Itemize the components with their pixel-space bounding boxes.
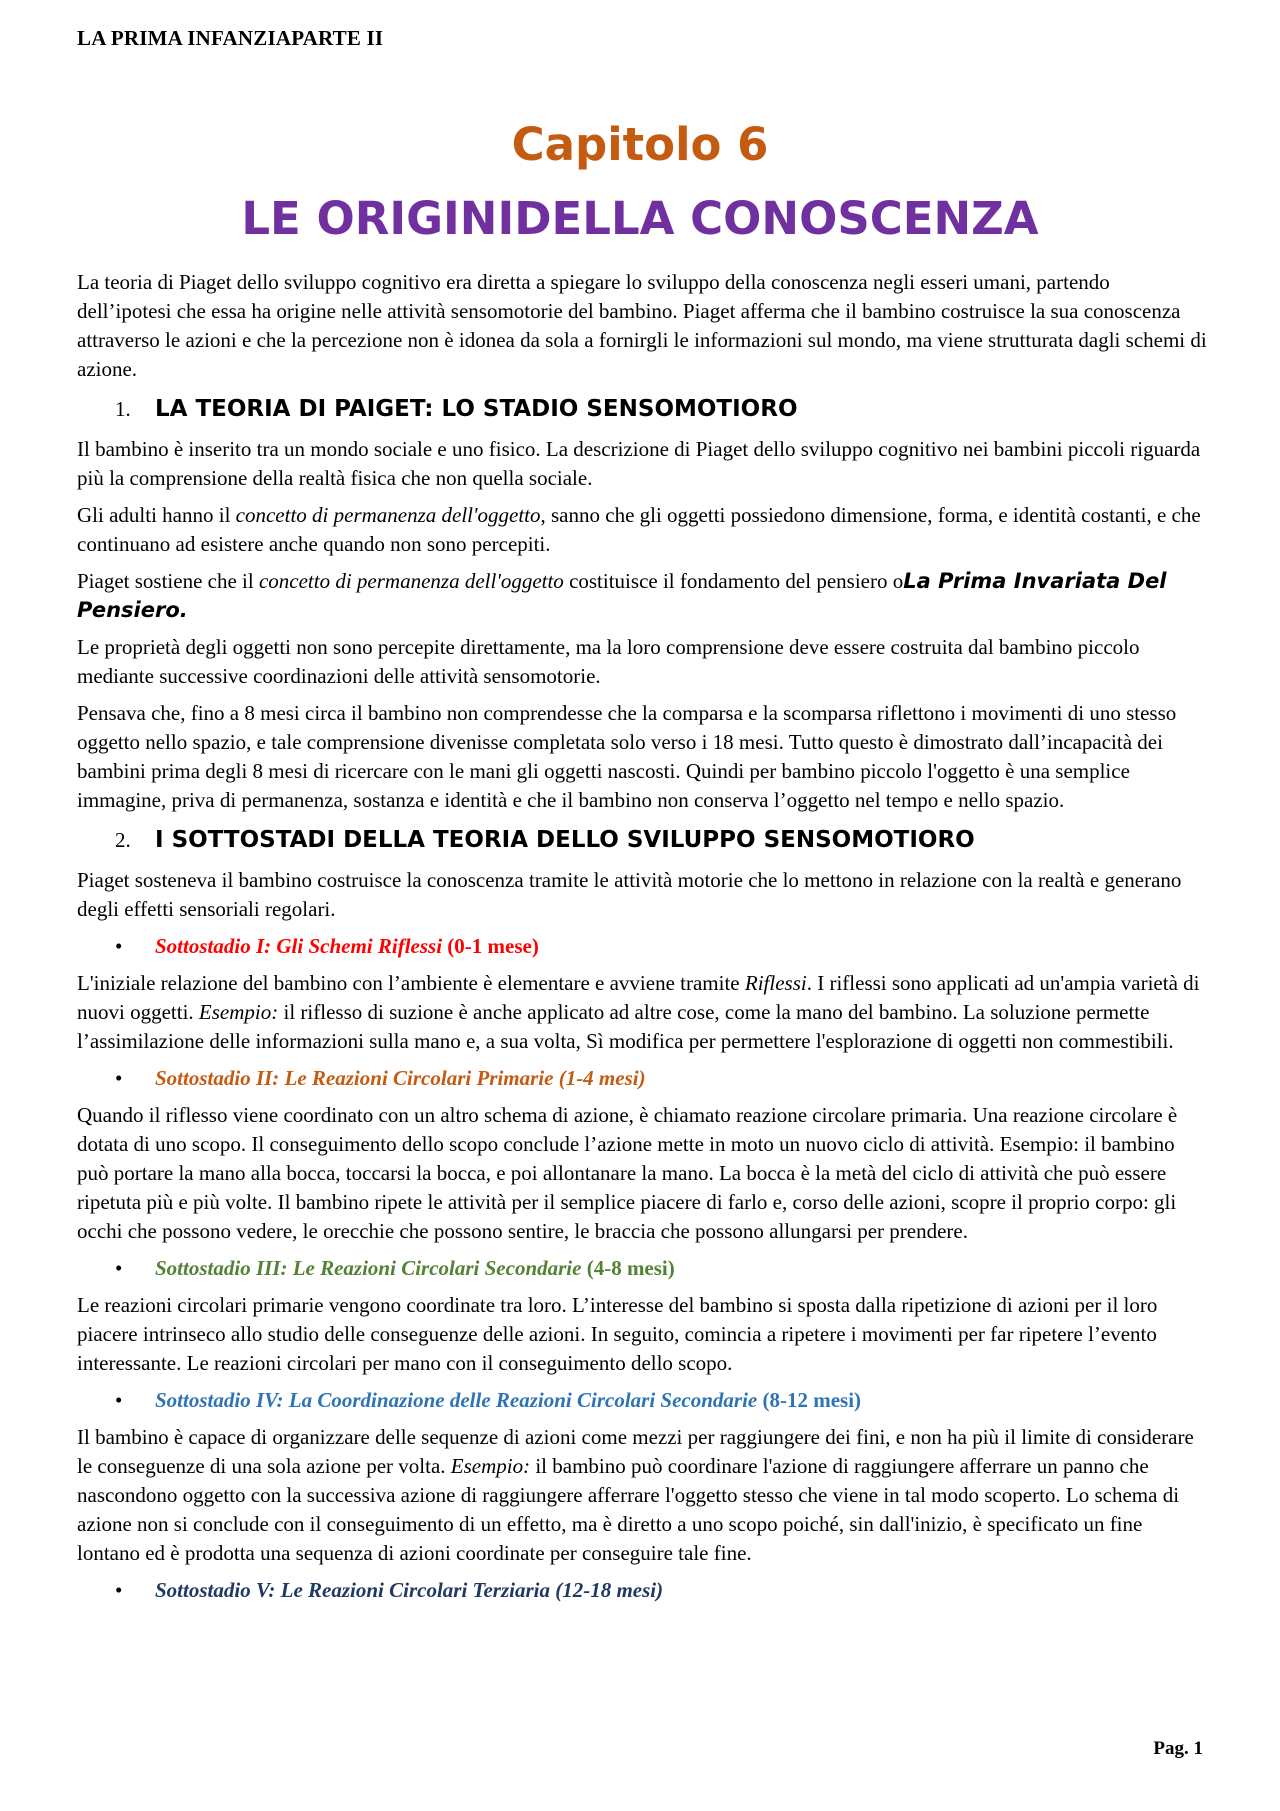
- bullet-icon: •: [115, 1388, 123, 1412]
- emphasis: Esempio:: [450, 1454, 531, 1478]
- text-run: Piaget sostiene che il: [77, 569, 259, 593]
- paragraph: Pensava che, fino a 8 mesi circa il bambino non comprendesse che la comparsa e la scomparsa riflettono i movimenti di uno stesso oggetto nello spazio, e tale comprensione divenisse completata solo verso i 18 mesi. Tutto questo è dimostrato dall’incapacità dei bambini prima degli 8 mesi di ricercare con le mani gli oggetti nascosti. Quindi per bambino piccolo l'oggetto è una semplice immagine, priva di permanenza, sostanza e identità e che il bambino non conserva l’oggetto nel tempo e nello spazio.: [77, 701, 1177, 812]
- text-run: il riflesso di suzione è anche applicato ad altre cose, come la mano del bambino. La soluzione permette l’assimilazione delle informazioni sulla mano e, a sua volta, Sì modifica per permettere l'esplorazione di oggetti non commestibili.: [77, 1000, 1174, 1053]
- section-title: LA TEORIA DI PAIGET: LO STADIO SENSOMOTIORO: [155, 396, 798, 422]
- text-run: L'iniziale relazione del bambino con l’ambiente è elementare e avviene tramite: [77, 971, 745, 995]
- substage-title: Sottostadio III: Le Reazioni Circolari Secondarie: [155, 1256, 582, 1280]
- paragraph: Il bambino è inserito tra un mondo sociale e uno fisico. La descrizione di Piaget dello sviluppo cognitivo nei bambini piccoli riguarda più la comprensione della realtà fisica che non quella sociale.: [77, 437, 1201, 490]
- paragraph: [77, 969, 1207, 1056]
- section-title: I SOTTOSTADI DELLA TEORIA DELLO SVILUPPO SENSOMOTIORO: [155, 827, 975, 853]
- bullet-icon: •: [115, 1578, 123, 1602]
- paragraph: Quando il riflesso viene coordinato con un altro schema di azione, è chiamato reazione circolare primaria. Una reazione circolare è dotata di uno scopo. Il conseguimento dello scopo conclude l’azione mette in moto un nuovo ciclo di attività. Esempio: il bambino può portare la mano alla bocca, toccarsi la bocca, e poi allontanare la mano. La bocca è la metà del ciclo di attività che può essere ripetuta più e più volte. Il bambino ripete le attività per il semplice piacere di farlo e, corso delle azioni, scopre il proprio corpo: gli occhi che possono vedere, le orecchie che possono sentire, le braccia che possono allungarsi per prendere.: [77, 1103, 1178, 1243]
- strong-emphasis: La Prima Invariata Del Pensiero.: [77, 569, 1167, 622]
- section-number: 2.: [115, 828, 131, 852]
- chapter-title: LE ORIGINIDELLA CONOSCENZA: [241, 192, 1039, 245]
- text-run: costituisce il fondamento del pensiero o: [563, 569, 904, 593]
- section-number: 1.: [115, 397, 131, 421]
- substage-title: Sottostadio IV: La Coordinazione delle Reazioni Circolari Secondarie: [155, 1388, 758, 1412]
- substage-title: Sottostadio V: Le Reazioni Circolari Terziaria (12-18 mesi): [155, 1578, 664, 1602]
- paragraph: Le reazioni circolari primarie vengono coordinate tra loro. L’interesse del bambino si sposta dalla ripetizione di azioni per il loro piacere intrinseco allo studio delle conseguenze delle azioni. In seguito, comincia a ripetere i movimenti per far ripetere l’evento interessante. Le reazioni circolari per mano con il conseguimento dello scopo.: [77, 1293, 1158, 1375]
- section-heading-1: [77, 394, 1207, 425]
- bullet-icon: •: [115, 934, 123, 958]
- document-body: [77, 268, 1207, 1613]
- text-run: , sanno che gli oggetti possiedono dimensione, forma, e identità costanti, e che continuano ad esistere anche quando non sono percepiti.: [77, 503, 1201, 556]
- paragraph: Piaget sosteneva il bambino costruisce la conoscenza tramite le attività motorie che lo mettono in relazione con la realtà e generano degli effetti sensoriali regolari.: [77, 868, 1182, 921]
- bullet-icon: •: [115, 1256, 123, 1280]
- substage-range: (8-12 mesi): [757, 1388, 862, 1412]
- running-header: LA PRIMA INFANZIAPARTE II: [77, 26, 384, 50]
- substage-range: (0-1 mese): [442, 934, 539, 958]
- intro-paragraph: La teoria di Piaget dello sviluppo cognitivo era diretta a spiegare lo sviluppo della conoscenza negli esseri umani, partendo dell’ipotesi che essa ha origine nelle attività sensomotorie del bambino. Piaget afferma che il bambino costruisce la sua conoscenza attraverso le azioni e che la percezione non è idonea da sola a fornirgli le informazioni sul mondo, ma viene strutturata dagli schemi di azione.: [77, 270, 1207, 381]
- text-run: Il bambino è capace di organizzare delle sequenze di azioni come mezzi per raggiungere dei fini, e non ha più il limite di considerare le conseguenze di una sola azione per volta.: [77, 1425, 1194, 1478]
- bullet-icon: •: [115, 1066, 123, 1090]
- substage-heading-2: [77, 1064, 1207, 1093]
- emphasis: concetto di permanenza dell'oggetto: [235, 503, 541, 527]
- paragraph: [77, 501, 1207, 559]
- emphasis: Esempio:: [198, 1000, 279, 1024]
- text-run: il bambino può coordinare l'azione di raggiungere afferrare un panno che nascondono oggetto con la successiva azione di raggiungere afferrare l'oggetto stesso che viene in tal modo scoperto. Lo schema di azione non si conclude con il conseguimento di un effetto, ma è diretto a uno scopo poiché, sin dall'inizio, è specificato un fine lontano ed è prodotta una sequenza di azioni coordinate per conseguire tale fine.: [77, 1454, 1180, 1565]
- substage-heading-5: [77, 1576, 1207, 1605]
- paragraph: [77, 567, 1207, 625]
- text-run: Gli adulti hanno il: [77, 503, 236, 527]
- substage-heading-3: [77, 1254, 1207, 1283]
- emphasis: concetto di permanenza dell'oggetto: [258, 569, 564, 593]
- substage-range: (4-8 mesi): [581, 1256, 675, 1280]
- substage-title: Sottostadio I: Gli Schemi Riflessi: [155, 934, 443, 958]
- paragraph: Le proprietà degli oggetti non sono percepite direttamente, ma la loro comprensione deve essere costruita dal bambino piccolo mediante successive coordinazioni delle attività sensomotorie.: [77, 635, 1140, 688]
- chapter-label: Capitolo 6: [511, 118, 769, 171]
- text-run: . I riflessi sono applicati ad un'ampia varietà di nuovi oggetti.: [77, 971, 1200, 1024]
- paragraph: [77, 1423, 1207, 1568]
- emphasis: Riflessi: [744, 971, 807, 995]
- substage-title: Sottostadio II: Le Reazioni Circolari Primarie (1-4 mesi): [155, 1066, 646, 1090]
- section-heading-2: [77, 825, 1207, 856]
- page-number: Pag. 1: [1153, 1738, 1203, 1759]
- substage-heading-1: [77, 932, 1207, 961]
- substage-heading-4: [77, 1386, 1207, 1415]
